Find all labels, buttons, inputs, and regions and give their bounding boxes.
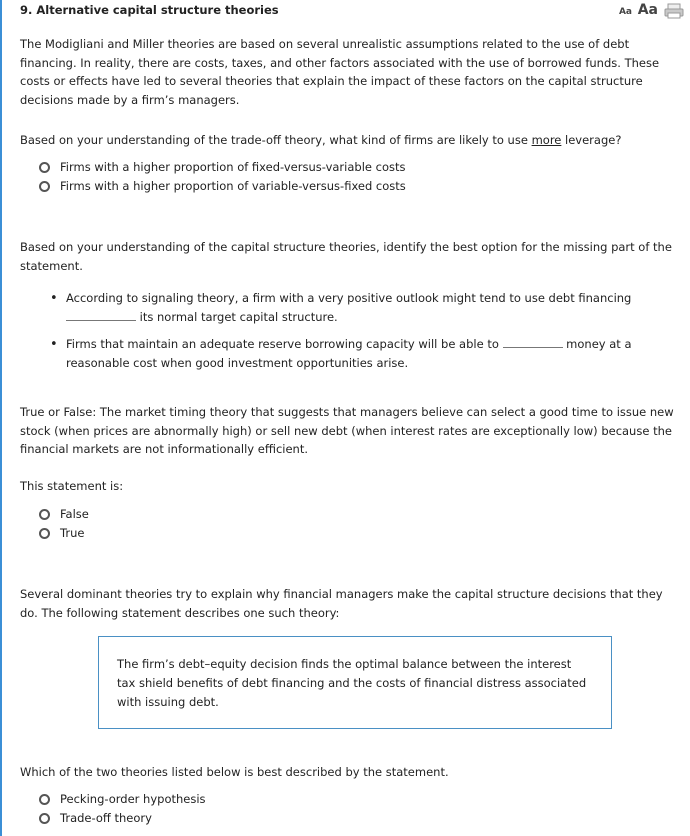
radio-button[interactable] [39, 509, 50, 520]
q2-statement-signaling: • According to signaling theory, a firm with a very positive outlook might tend to use debt financing its normal target capital structure. [50, 289, 670, 327]
q2-prompt: Based on your understanding of the capital structure theories, identify the best option for the missing part of the statement. [20, 240, 672, 273]
theory-statement: The firm’s debt–equity decision finds the optimal balance between the interest tax shield benefits of debt financing and the costs of financial distress associated with issuing debt. [117, 657, 587, 709]
q3-sub-prompt: This statement is: [20, 479, 124, 493]
intro-paragraph [20, 35, 684, 109]
left-accent-rule [0, 0, 2, 836]
q4-option-trade-off[interactable]: Trade-off theory [39, 809, 206, 828]
q1-options [39, 158, 406, 196]
decrease-font-button[interactable]: Aa [618, 7, 632, 17]
question-title: 9. Alternative capital structure theories [20, 3, 279, 17]
signaling-answer-blank[interactable] [66, 308, 136, 321]
radio-button[interactable] [39, 181, 50, 192]
radio-button[interactable] [39, 794, 50, 805]
q1-prompt-before: Based on your understanding of the trade-off theory, what kind of firms are likely to use [20, 133, 532, 147]
theory-statement-box [98, 636, 612, 729]
q1-prompt-after: leverage? [561, 133, 622, 147]
radio-button[interactable] [39, 528, 50, 539]
q3-option-false[interactable]: False [39, 505, 89, 524]
q3-option-true[interactable]: True [39, 524, 89, 543]
q4-prompt: Several dominant theories try to explain why financial managers make the capital structure decisions that they do. The following statement describes one such theory: [20, 587, 663, 620]
print-icon[interactable] [664, 3, 684, 19]
radio-button[interactable] [39, 162, 50, 173]
q1-option-variable-costs[interactable]: Firms with a higher proportion of variable-versus-fixed costs [39, 177, 406, 196]
q1-option-fixed-costs[interactable]: Firms with a higher proportion of fixed-versus-variable costs [39, 158, 406, 177]
q1-prompt-emphasis: more [531, 133, 562, 147]
q2-statements [50, 289, 670, 373]
q2-statement-reserve-capacity: • Firms that maintain an adequate reserve borrowing capacity will be able to money at a reasonable cost when good investment opportunities arise. [50, 335, 670, 373]
radio-button[interactable] [39, 813, 50, 824]
question-header [20, 3, 684, 19]
q4-option-pecking-order[interactable]: Pecking-order hypothesis [39, 790, 206, 809]
increase-font-button[interactable]: Aa [637, 2, 658, 18]
q3-prompt: True or False: The market timing theory that suggests that managers believe can select a good time to issue new stock (when prices are abnormally high) or sell new debt (when interest rates are exceptionally low) because the financial markets are not informationally efficient. [20, 405, 674, 456]
q1-prompt [20, 131, 684, 150]
q3-options [39, 505, 89, 543]
q4-options [39, 790, 206, 828]
intro-text: The Modigliani and Miller theories are based on several unrealistic assumptions related to the use of debt financing. In reality, there are costs, taxes, and other factors associated with the use of borrowed funds. These costs or effects have led to several theories that explain the impact of these factors on the capital structure decisions made by a firm’s managers. [20, 37, 660, 107]
q4-question: Which of the two theories listed below is best described by the statement. [20, 765, 449, 779]
reserve-capacity-answer-blank[interactable] [503, 335, 563, 348]
